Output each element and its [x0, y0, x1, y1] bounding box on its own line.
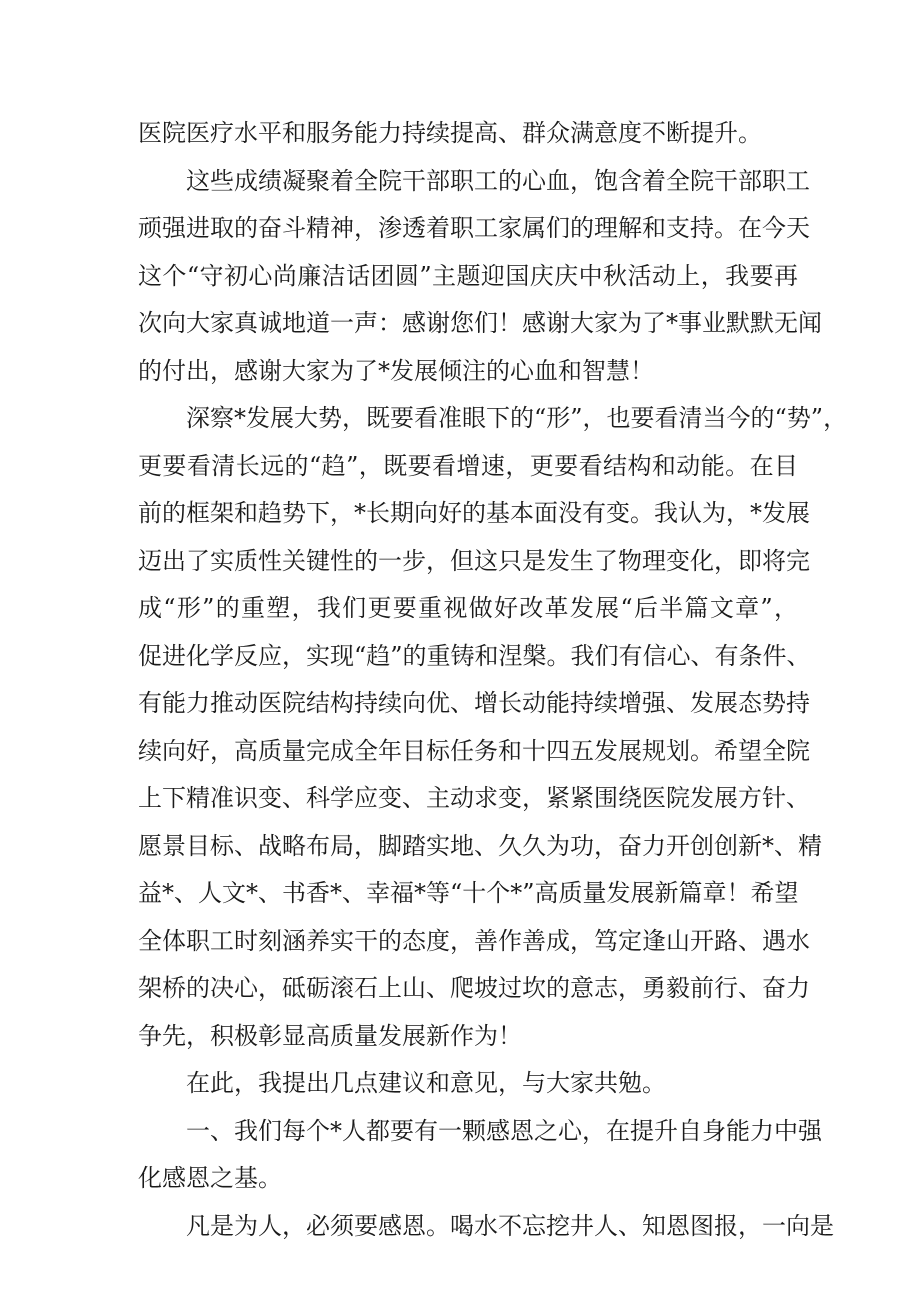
- text-line: 续向好，高质量完成全年目标任务和十四五发展规划。希望全院: [138, 736, 810, 765]
- text-line: 促进化学反应，实现“趋”的重铸和涅槃。我们有信心、有条件、: [138, 641, 811, 670]
- text-line: 全体职工时刻涵养实干的态度，善作善成，笃定逢山开路、遇水: [138, 926, 810, 955]
- body-text: [138, 110, 848, 1250]
- text-line: 化感恩之基。: [138, 1164, 282, 1192]
- text-line: 成“形”的重塑，我们更要重视做好改革发展“后半篇文章”，: [138, 594, 798, 622]
- text-line: 有能力推动医院结构持续向优、增长动能持续增强、发展态势持: [138, 689, 810, 717]
- text-line: 愿景目标、战略布局，脚踏实地、久久为功，奋力开创创新*、精: [138, 831, 822, 860]
- text-line: 顽强进取的奋斗精神，渗透着职工家属们的理解和支持。在今天: [138, 214, 810, 242]
- text-line: 在此，我提出几点建议和意见，与大家共勉。: [186, 1069, 666, 1097]
- text-line: 益*、人文*、书香*、幸福*等“十个*”高质量发展新篇章！希望: [138, 879, 799, 907]
- text-line: 架桥的决心，砥砺滚石上山、爬坡过坎的意志，勇毅前行、奋力: [138, 974, 810, 1002]
- text-line: 更要看清长远的“趋”，既要看增速，更要看结构和动能。在目: [138, 451, 798, 480]
- text-line: 争先，积极彰显高质量发展新作为！: [138, 1021, 522, 1050]
- text-line: 一、我们每个*人都要有一颗感恩之心，在提升自身能力中强: [186, 1116, 822, 1145]
- text-line: 的付出，感谢大家为了*发展倾注的心血和智慧！: [138, 356, 654, 385]
- text-line: 前的框架和趋势下，*长期向好的基本面没有变。我认为，*发展: [138, 499, 810, 527]
- text-line: 次向大家真诚地道一声：感谢您们！感谢大家为了*事业默默无闻: [138, 309, 822, 337]
- text-line: 深察*发展大势，既要看准眼下的“形”，也要看清当今的“势”，: [186, 404, 848, 432]
- text-line: 上下精准识变、科学应变、主动求变，紧紧围绕医院发展方针、: [138, 784, 810, 812]
- text-line: 这些成绩凝聚着全院干部职工的心血，饱含着全院干部职工: [186, 166, 810, 195]
- text-line: 迈出了实质性关键性的一步，但这只是发生了物理变化，即将完: [138, 546, 810, 575]
- text-line: 医院医疗水平和服务能力持续提高、群众满意度不断提升。: [138, 119, 762, 147]
- text-line: 这个“守初心尚廉洁话团圆”主题迎国庆庆中秋活动上，我要再: [138, 261, 798, 290]
- text-line: 凡是为人，必须要感恩。喝水不忘挖井人、知恩图报，一向是: [186, 1211, 834, 1240]
